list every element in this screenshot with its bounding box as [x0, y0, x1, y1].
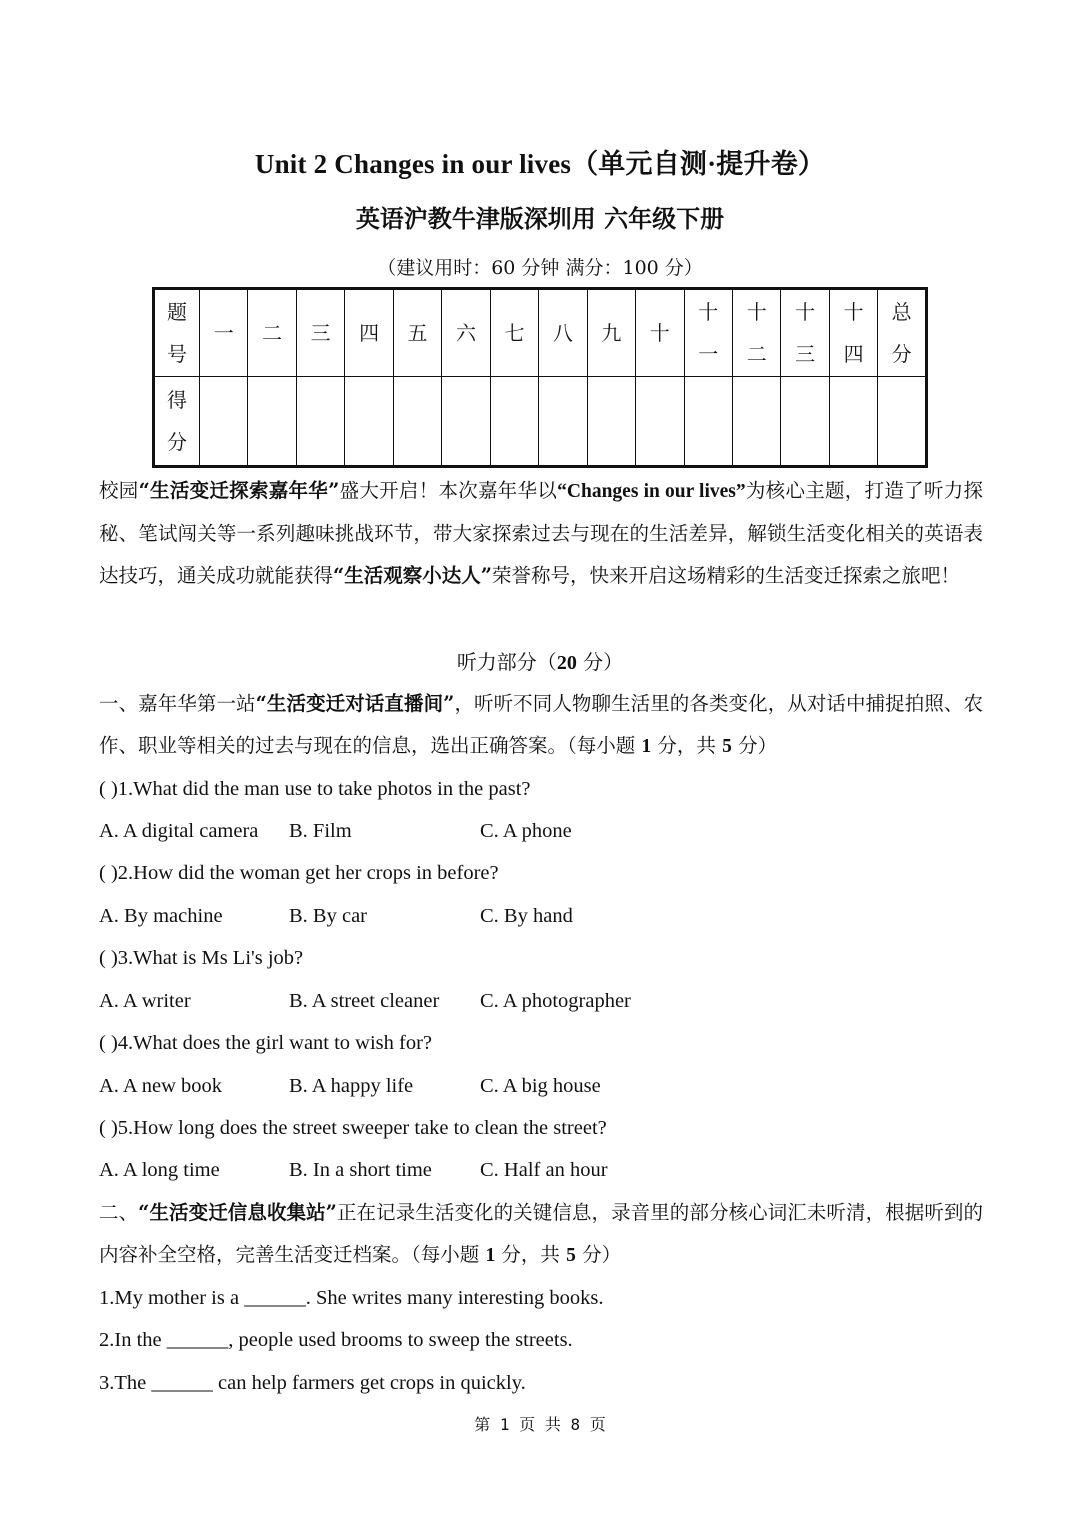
- score-table-col-5: 五: [393, 289, 441, 377]
- question-1-option-c[interactable]: C. A phone: [480, 820, 572, 842]
- question-3-option-c[interactable]: C. A photographer: [480, 990, 631, 1012]
- score-cell[interactable]: [878, 377, 927, 467]
- score-cell[interactable]: [684, 377, 732, 467]
- question-3-option-b[interactable]: B. A street cleaner: [289, 990, 440, 1012]
- score-table-col-13: 十 三: [781, 289, 829, 377]
- part2-per-score: 1: [485, 1245, 496, 1266]
- score-table-col-1: 一: [200, 289, 248, 377]
- question-2-option-b[interactable]: B. By car: [289, 905, 367, 927]
- part2-mid: 分，共: [495, 1243, 567, 1266]
- intro-text: 盛大开启！本次嘉年华以: [339, 479, 558, 502]
- score-table-col-11: 十 一: [684, 289, 732, 377]
- question-2-option-c[interactable]: C. By hand: [480, 905, 573, 927]
- score-cell[interactable]: [442, 377, 490, 467]
- score-cell[interactable]: [539, 377, 587, 467]
- question-2-option-a[interactable]: A. By machine: [99, 905, 223, 927]
- question-4-stem: ( )4.What does the girl want to wish for?: [99, 1032, 433, 1054]
- part2-quote: “生活变迁信息收集站”: [138, 1201, 337, 1224]
- page-number: 第 1 页 共 8 页: [474, 1415, 606, 1434]
- part2-total-score: 5: [566, 1245, 576, 1266]
- score-cell[interactable]: [490, 377, 538, 467]
- score-table-col-12: 十 二: [732, 289, 780, 377]
- question-1-stem: ( )1.What did the man use to take photos in the past?: [99, 778, 531, 800]
- intro-quote-theme: “Changes in our lives”: [557, 481, 746, 502]
- question-4-option-a[interactable]: A. A new book: [99, 1075, 222, 1097]
- question-2-stem: ( )2.How did the woman get her crops in before?: [99, 862, 499, 884]
- score-table: [152, 287, 928, 468]
- part2-body: 正在记录生活变化的关键信息，录音里的部分核心词汇未听清，根据听到的内容补全空格，完善生活变迁档案。（每小题: [99, 1201, 983, 1266]
- question-5-stem: ( )5.How long does the street sweeper take to clean the street?: [99, 1117, 607, 1139]
- score-cell[interactable]: [587, 377, 635, 467]
- score-table-col-7: 七: [490, 289, 538, 377]
- heading-score: 20: [556, 652, 577, 674]
- score-table-col-total: 总 分: [878, 289, 927, 377]
- question-5-option-b[interactable]: B. In a short time: [289, 1159, 432, 1181]
- part1-end: 分）: [731, 734, 778, 757]
- heading-text: 分）: [576, 650, 624, 674]
- score-cell[interactable]: [296, 377, 344, 467]
- part2-lead: 二、: [99, 1201, 139, 1224]
- intro-paragraph: [99, 470, 983, 597]
- intro-quote-honor: “生活观察小达人”: [333, 564, 492, 587]
- part1-lead: 一、嘉年华第一站: [99, 692, 256, 715]
- intro-quote-carnival: “生活变迁探索嘉年华”: [138, 479, 340, 502]
- score-table-col-9: 九: [587, 289, 635, 377]
- score-table-score-row: [154, 377, 927, 467]
- score-table-col-6: 六: [442, 289, 490, 377]
- paper-subtitle: 英语沪教牛津版深圳用 六年级下册: [355, 204, 725, 233]
- part2-end: 分）: [575, 1243, 622, 1266]
- score-table-col-4: 四: [345, 289, 393, 377]
- score-cell[interactable]: [732, 377, 780, 467]
- fill-blank-2: 2.In the ______, people used brooms to sweep the streets.: [99, 1329, 573, 1351]
- score-table-col-3: 三: [296, 289, 344, 377]
- score-table-col-2: 二: [248, 289, 296, 377]
- score-cell[interactable]: [781, 377, 829, 467]
- part1-body: ，听听不同人物聊生活里的各类变化，从对话中捕捉拍照、农作、职业等相关的过去与现在的信息，选出正确答案。（每小题: [99, 692, 983, 757]
- heading-text: 听力部分（: [456, 650, 557, 674]
- paper-title: Unit 2 Changes in our lives（单元自测·提升卷）: [254, 149, 826, 179]
- score-table-row-label-score: 得 分: [154, 377, 200, 467]
- part2-instructions: [99, 1192, 983, 1277]
- score-table-col-8: 八: [539, 289, 587, 377]
- part1-total-score: 5: [722, 736, 732, 757]
- question-3-stem: ( )3.What is Ms Li's job?: [99, 947, 304, 969]
- score-cell[interactable]: [200, 377, 248, 467]
- score-cell[interactable]: [393, 377, 441, 467]
- question-5-option-a[interactable]: A. A long time: [99, 1159, 220, 1181]
- score-cell[interactable]: [248, 377, 296, 467]
- time-and-score-note: （建议用时：60 分钟 满分：100 分）: [377, 257, 703, 279]
- score-table-row-label-question: 题 号: [154, 289, 200, 377]
- fill-blank-1: 1.My mother is a ______. She writes many interesting books.: [99, 1287, 604, 1309]
- score-table-col-10: 十: [636, 289, 684, 377]
- score-cell[interactable]: [636, 377, 684, 467]
- question-5-option-c[interactable]: C. Half an hour: [480, 1159, 608, 1181]
- score-table-header-row: [154, 289, 927, 377]
- listening-section-heading: [0, 641, 1080, 684]
- score-cell[interactable]: [345, 377, 393, 467]
- part1-quote: “生活变迁对话直播间”: [255, 692, 455, 715]
- question-4-option-b[interactable]: B. A happy life: [289, 1075, 414, 1097]
- intro-text: 荣誉称号，快来开启这场精彩的生活变迁探索之旅吧！: [491, 564, 960, 587]
- intro-text: 校园: [99, 479, 139, 502]
- score-table-col-14: 十 四: [829, 289, 877, 377]
- part1-per-score: 1: [641, 736, 652, 757]
- question-1-option-b[interactable]: B. Film: [289, 820, 352, 842]
- part1-instructions: [99, 683, 983, 768]
- question-3-option-a[interactable]: A. A writer: [99, 990, 191, 1012]
- part1-mid: 分，共: [651, 734, 723, 757]
- score-cell[interactable]: [829, 377, 877, 467]
- intro-text: 为核心主题，打造了听力探秘、笔试闯关等一系列趣味挑战环节，带大家探索过去与现在的生活差异，解锁生活变化相关的英语表达技巧，通关成功就能获得: [99, 479, 983, 587]
- question-4-option-c[interactable]: C. A big house: [480, 1075, 601, 1097]
- question-1-option-a[interactable]: A. A digital camera: [99, 820, 259, 842]
- fill-blank-3: 3.The ______ can help farmers get crops in quickly.: [99, 1372, 526, 1394]
